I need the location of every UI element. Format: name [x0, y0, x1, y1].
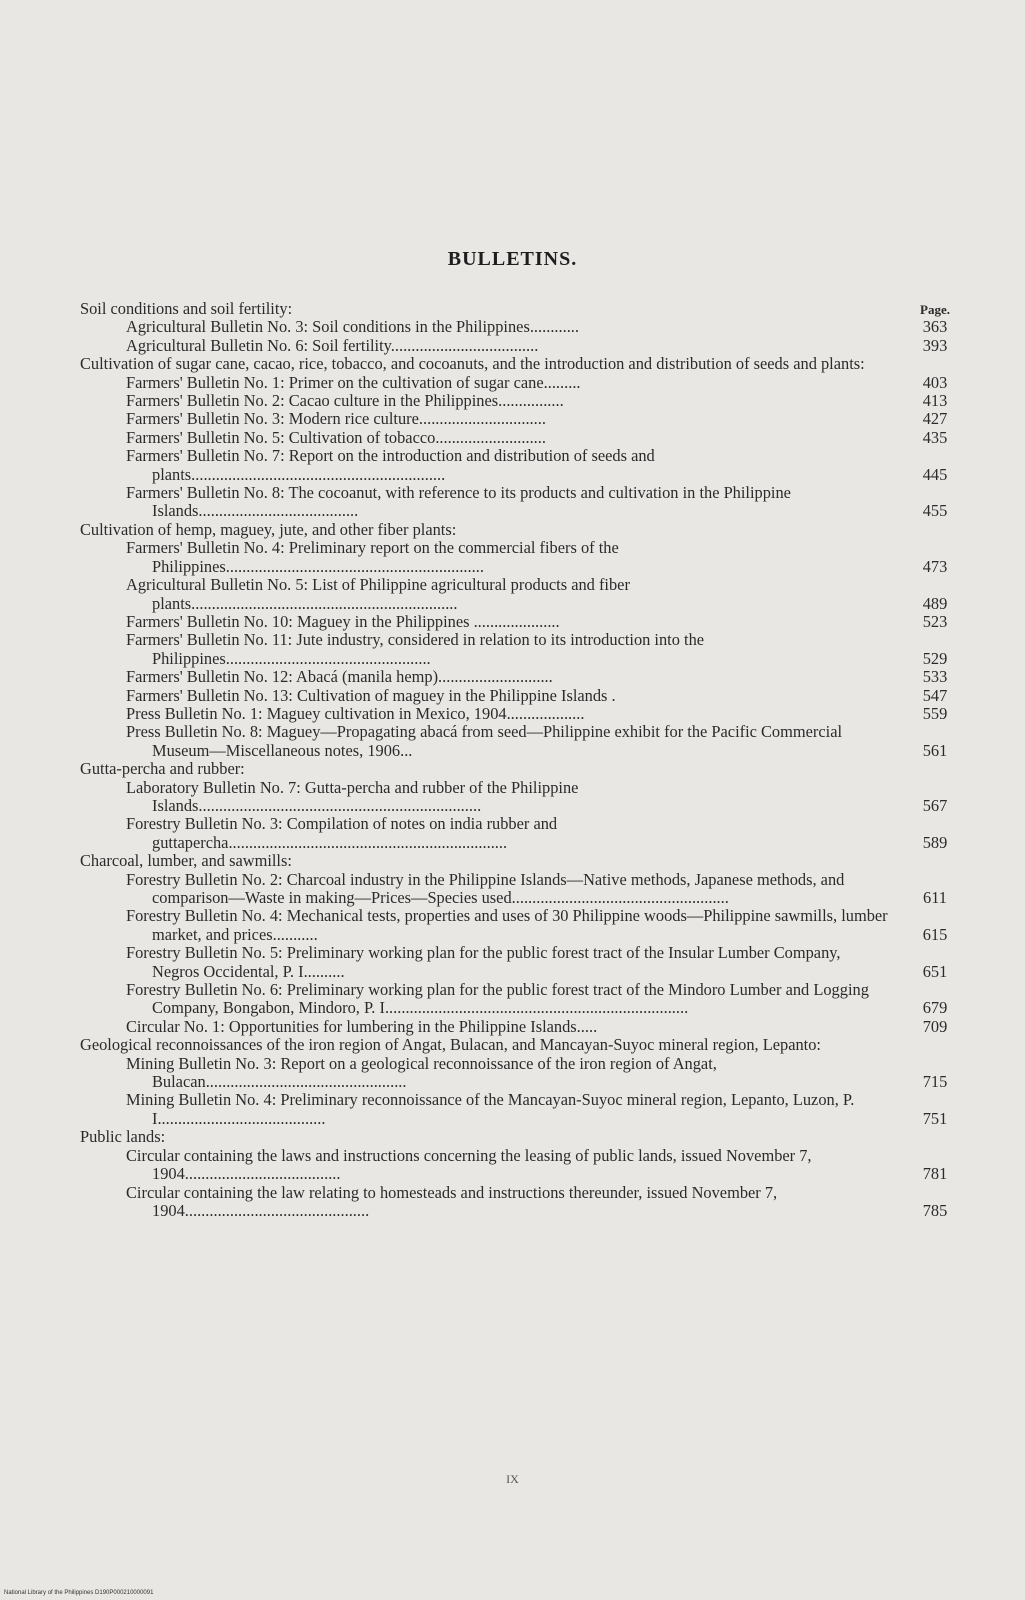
entry-text: Forestry Bulletin No. 6: Preliminary working plan for the public forest tract of the Mindoro Lumber and Logging Company, Bongabon, Mindoro, P. I..........................................................................	[126, 980, 869, 1018]
entry-text: Farmers' Bulletin No. 10: Maguey in the Philippines .....................	[126, 611, 560, 631]
entry-text: Farmers' Bulletin No. 8: The cocoanut, with reference to its products and cultivation in the Philippine Islands.......................................	[126, 483, 791, 521]
bulletin-entry	[80, 1091, 960, 1128]
folio-number: IX	[506, 1472, 519, 1486]
entry-text: Farmers' Bulletin No. 4: Preliminary report on the commercial fibers of the Philippines...............................................................	[126, 538, 619, 576]
entry-text: Agricultural Bulletin No. 5: List of Philippine agricultural products and fiber plants.................................................................	[126, 575, 630, 613]
entry-page-number: 435	[922, 427, 948, 447]
bulletin-entry	[80, 815, 960, 852]
bulletin-entry	[80, 981, 960, 1018]
entry-page-number: 559	[922, 703, 948, 723]
bulletin-entry	[80, 687, 960, 705]
entry-text: Farmers' Bulletin No. 1: Primer on the cultivation of sugar cane.........	[126, 372, 581, 392]
entry-text: Farmers' Bulletin No. 12: Abacá (manila hemp)............................	[126, 667, 553, 687]
entry-page-number: 403	[922, 372, 948, 392]
entry-page-number: 547	[922, 685, 948, 705]
bulletin-list	[80, 300, 960, 1220]
section-heading	[80, 300, 960, 318]
entry-page-number: 567	[922, 795, 948, 815]
page-column-header: Page.	[920, 302, 950, 317]
entry-text: Farmers' Bulletin No. 11: Jute industry, considered in relation to its introduction into the Philippines..................................................	[126, 630, 705, 668]
entry-page-number: 393	[922, 335, 948, 355]
entry-text: Mining Bulletin No. 3: Report on a geological reconnoissance of the iron region of Angat, Bulacan.................................................	[126, 1053, 717, 1092]
entry-text: Charcoal, lumber, and sawmills:	[80, 851, 292, 871]
entry-text: Geological reconnoissances of the iron region of Angat, Bulacan, and Mancayan-Suyoc mineral region, Lepanto:	[80, 1035, 821, 1055]
entry-text: Mining Bulletin No. 4: Preliminary reconnoissance of the Mancayan-Suyoc mineral region, Lepanto, Luzon, P. I.........................................	[126, 1090, 855, 1128]
entry-text: Gutta-percha and rubber:	[80, 759, 245, 779]
entry-page-number: 781	[922, 1164, 948, 1184]
archive-footer: National Library of the Philippines D190P000210000091	[4, 1590, 154, 1596]
entry-page-number: 709	[922, 1016, 948, 1036]
section-heading	[80, 521, 960, 539]
bulletin-entry	[80, 1184, 960, 1221]
entry-text: Cultivation of sugar cane, cacao, rice, tobacco, and cocoanuts, and the introduction and distribution of seeds and plants:	[80, 354, 865, 374]
bulletin-entry	[80, 576, 960, 613]
entry-text: Forestry Bulletin No. 3: Compilation of notes on india rubber and guttapercha....................................................................	[126, 814, 558, 852]
bulletin-entry	[80, 705, 960, 723]
section-heading	[80, 1036, 960, 1054]
entry-text: Press Bulletin No. 8: Maguey—Propagating abacá from seed—Philippine exhibit for the Pacific Commercial Museum—Miscellaneous notes, 1906...	[126, 722, 843, 760]
entry-page-number: 413	[922, 391, 948, 411]
bulletin-entry	[80, 871, 960, 908]
entry-page-number: 785	[922, 1200, 948, 1220]
section-heading	[80, 355, 960, 373]
entry-text: Forestry Bulletin No. 4: Mechanical tests, properties and uses of 30 Philippine woods—Philippine sawmills, lumber market, and prices...........	[126, 906, 888, 944]
bulletin-entry	[80, 539, 960, 576]
bulletin-entry	[80, 447, 960, 484]
section-heading	[80, 1128, 960, 1146]
entry-page-number: 427	[922, 409, 948, 429]
entry-text: Cultivation of hemp, maguey, jute, and other fiber plants:	[80, 519, 457, 539]
bulletin-entry	[80, 907, 960, 944]
bulletin-entry	[80, 1018, 960, 1036]
bulletin-entry	[80, 392, 960, 410]
bulletin-entry	[80, 374, 960, 392]
entry-text: Forestry Bulletin No. 2: Charcoal industry in the Philippine Islands—Native methods, Japanese methods, and comparison—Waste in making—Prices—Species used.....................................................	[126, 869, 845, 907]
entry-page-number: 615	[922, 924, 948, 944]
entry-text: Agricultural Bulletin No. 3: Soil conditions in the Philippines............	[126, 317, 579, 337]
bulletin-entry	[80, 668, 960, 686]
entry-page-number: 679	[922, 998, 948, 1018]
entry-text: Public lands:	[80, 1127, 166, 1147]
entry-page-number: 523	[922, 611, 948, 631]
page-title: BULLETINS.	[447, 248, 578, 270]
entry-text: Farmers' Bulletin No. 2: Cacao culture in the Philippines................	[126, 391, 564, 411]
entry-page-number: 529	[922, 648, 948, 668]
entry-page-number: 651	[922, 961, 948, 981]
entry-page-number: 445	[922, 464, 948, 484]
entry-page-number: 611	[923, 888, 947, 907]
bulletin-entry	[80, 484, 960, 521]
entry-page-number: 533	[922, 667, 948, 687]
entry-text: Farmers' Bulletin No. 5: Cultivation of tobacco...........................	[126, 427, 546, 447]
section-heading	[80, 760, 960, 778]
bulletin-entry	[80, 723, 960, 760]
entry-text: Circular containing the laws and instructions concerning the leasing of public lands, issued November 7, 1904......................................	[126, 1145, 812, 1184]
bulletin-entry	[80, 1055, 960, 1092]
entry-page-number: 715	[922, 1072, 948, 1092]
entry-page-number: 561	[922, 740, 948, 760]
entry-text: Circular No. 1: Opportunities for lumbering in the Philippine Islands.....	[126, 1016, 598, 1036]
bulletin-entry	[80, 410, 960, 428]
entry-text: Press Bulletin No. 1: Maguey cultivation in Mexico, 1904...................	[126, 703, 585, 723]
entry-text: Agricultural Bulletin No. 6: Soil fertility....................................	[126, 335, 539, 355]
entry-page-number: 489	[922, 593, 948, 613]
bulletin-entry	[80, 318, 960, 336]
entry-text: Soil conditions and soil fertility:	[80, 299, 293, 318]
entry-text: Farmers' Bulletin No. 3: Modern rice culture...............................	[126, 409, 546, 429]
section-heading	[80, 852, 960, 870]
entry-page-number: 455	[922, 501, 948, 521]
bulletin-entry	[80, 337, 960, 355]
entry-text: Forestry Bulletin No. 5: Preliminary working plan for the public forest tract of the Insular Lumber Company, Negros Occidental, P. I..........	[126, 943, 841, 981]
entry-text: Farmers' Bulletin No. 13: Cultivation of maguey in the Philippine Islands .	[126, 685, 616, 705]
entry-text: Laboratory Bulletin No. 7: Gutta-percha and rubber of the Philippine Islands.....................................................................	[126, 777, 579, 815]
entry-page-number: 473	[922, 556, 948, 576]
bulletin-entry	[80, 1147, 960, 1184]
entry-page-number: 751	[922, 1108, 948, 1128]
bulletin-entry	[80, 631, 960, 668]
bulletin-entry	[80, 944, 960, 981]
bulletin-entry	[80, 779, 960, 816]
entry-text: Farmers' Bulletin No. 7: Report on the introduction and distribution of seeds and plants..............................................................	[126, 446, 655, 484]
bulletin-entry	[80, 429, 960, 447]
entry-text: Circular containing the law relating to homesteads and instructions thereunder, issued November 7, 1904.............................................	[126, 1182, 778, 1220]
bulletin-entry	[80, 613, 960, 631]
entry-page-number: 589	[922, 832, 948, 852]
entry-page-number: 363	[922, 317, 948, 337]
